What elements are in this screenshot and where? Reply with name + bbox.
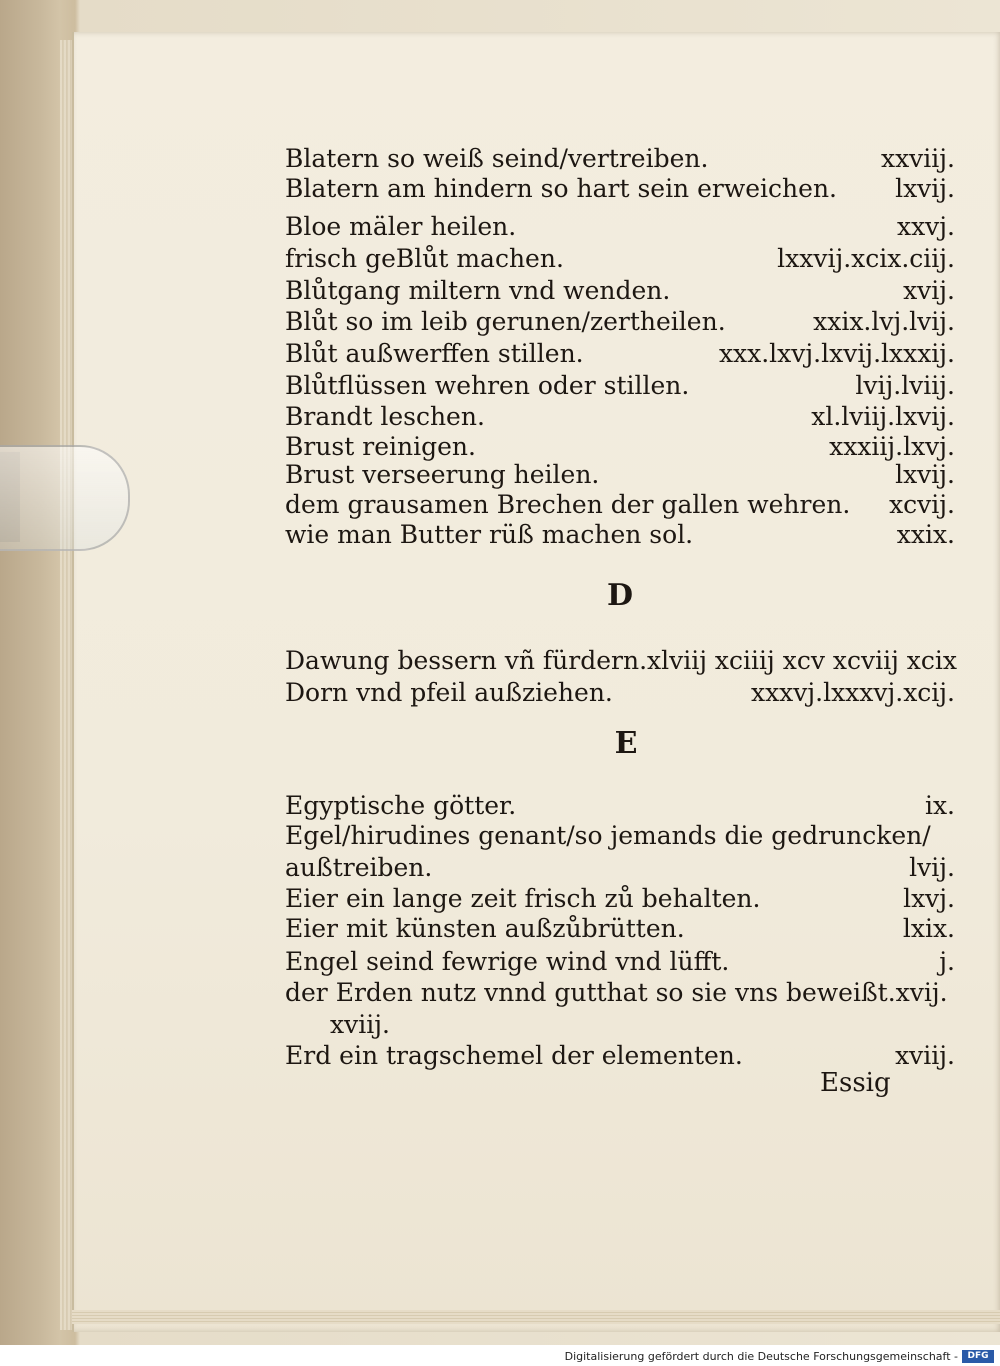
index-entry [285, 243, 955, 275]
entry-term: Eier ein lange zeit frisch zů behalten. [285, 884, 761, 913]
index-entry [285, 173, 955, 205]
entry-term: Egel/hirudines genant/so jemands die gedruncken/ [285, 821, 931, 850]
entry-ref: xl.lviij.lxvij. [811, 402, 955, 431]
index-entry [285, 677, 955, 709]
entry-ref: ix. [924, 791, 955, 820]
entry-term: Blůt so im leib gerunen/zertheilen. [285, 307, 726, 336]
index-entry [285, 820, 955, 852]
entry-ref: xvij. [903, 276, 955, 305]
entry-term: dem grausamen Brechen der gallen wehren. [285, 490, 851, 519]
footer-bar [0, 1347, 1000, 1366]
index-entry [285, 519, 955, 551]
entry-ref: j. [939, 947, 955, 976]
entry-ref: xviij. [895, 1041, 955, 1070]
index-entry [285, 143, 955, 175]
entry-ref: xxix. [896, 520, 955, 549]
entry-ref: xxxvj.lxxxvj.xcij. [750, 678, 955, 707]
entry-ref: lvij. [909, 853, 955, 882]
entry-ref: lxix. [902, 914, 955, 943]
entry-term: außtreiben. [285, 853, 433, 882]
index-entry [285, 489, 955, 521]
index-entry [285, 306, 955, 338]
index-entry [285, 852, 955, 884]
entry-ref: xxix.lvj.lvij. [813, 307, 955, 336]
entry-term: Eier mit künsten außzůbrütten. [285, 914, 685, 943]
entry-term: Dawung bessern vñ fürdern.xlviij xciiij xcv xcviij xcix [285, 646, 957, 675]
entry-term: Blatern so weiß seind/vertreiben. [285, 144, 709, 173]
funding-notice: Digitalisierung gefördert durch die Deutsche Forschungsgemeinschaft - [564, 1350, 958, 1363]
entry-term: Erd ein tragschemel der elementen. [285, 1041, 743, 1070]
entry-term: der Erden nutz vnnd gutthat so sie vns beweißt.xvij. [285, 978, 948, 1007]
entry-term: Egyptische götter. [285, 791, 517, 820]
entry-ref: xxvj. [896, 212, 955, 241]
entry-term: Brust reinigen. [285, 432, 476, 461]
index-entry [285, 370, 955, 402]
entry-term: wie man Butter rüß machen sol. [285, 520, 694, 549]
index-entry [285, 946, 955, 978]
entry-ref: lxxvij.xcix.ciij. [777, 244, 955, 273]
entry-ref: xcvij. [889, 490, 955, 519]
index-entry [285, 459, 955, 491]
index-entry [285, 883, 955, 915]
entry-term: frisch geBlůt machen. [285, 244, 564, 273]
entry-term: Brandt leschen. [285, 402, 485, 431]
entry-ref: lxvij. [895, 460, 955, 489]
entry-term: Blůt außwerffen stillen. [285, 339, 584, 368]
section-letter-e: E [614, 726, 638, 761]
entry-ref: xxxiij.lxvj. [829, 432, 955, 461]
entry-continuation: xviij. [330, 1010, 390, 1039]
index-entry [285, 338, 955, 370]
entry-term: Blůtflüssen wehren oder stillen. [285, 371, 690, 400]
entry-term: Dorn vnd pfeil außziehen. [285, 678, 613, 707]
index-entry [285, 645, 955, 677]
entry-ref: lxvj. [903, 884, 955, 913]
entry-term: Blatern am hindern so hart sein erweichen. [285, 174, 837, 203]
index-entry [285, 275, 955, 307]
entry-ref: lxvij. [895, 174, 955, 203]
entry-term: Engel seind fewrige wind vnd lüfft. [285, 947, 730, 976]
entry-term: Brust verseerung heilen. [285, 460, 600, 489]
index-entry [285, 977, 955, 1009]
index-entry [285, 401, 955, 433]
entry-ref: lvij.lviij. [855, 371, 955, 400]
index-entry [285, 211, 955, 243]
index-entry [285, 913, 955, 945]
catchword: Essig [820, 1068, 891, 1098]
dfg-logo-icon: DFG [962, 1350, 994, 1363]
entry-ref: xxx.lxvj.lxvij.lxxxij. [718, 339, 955, 368]
entry-term: Blůtgang miltern vnd wenden. [285, 276, 671, 305]
section-letter-d: D [606, 578, 633, 613]
index-entry [285, 790, 955, 822]
entry-term: Bloe mäler heilen. [285, 212, 517, 241]
entry-ref: xxviij. [880, 144, 955, 173]
